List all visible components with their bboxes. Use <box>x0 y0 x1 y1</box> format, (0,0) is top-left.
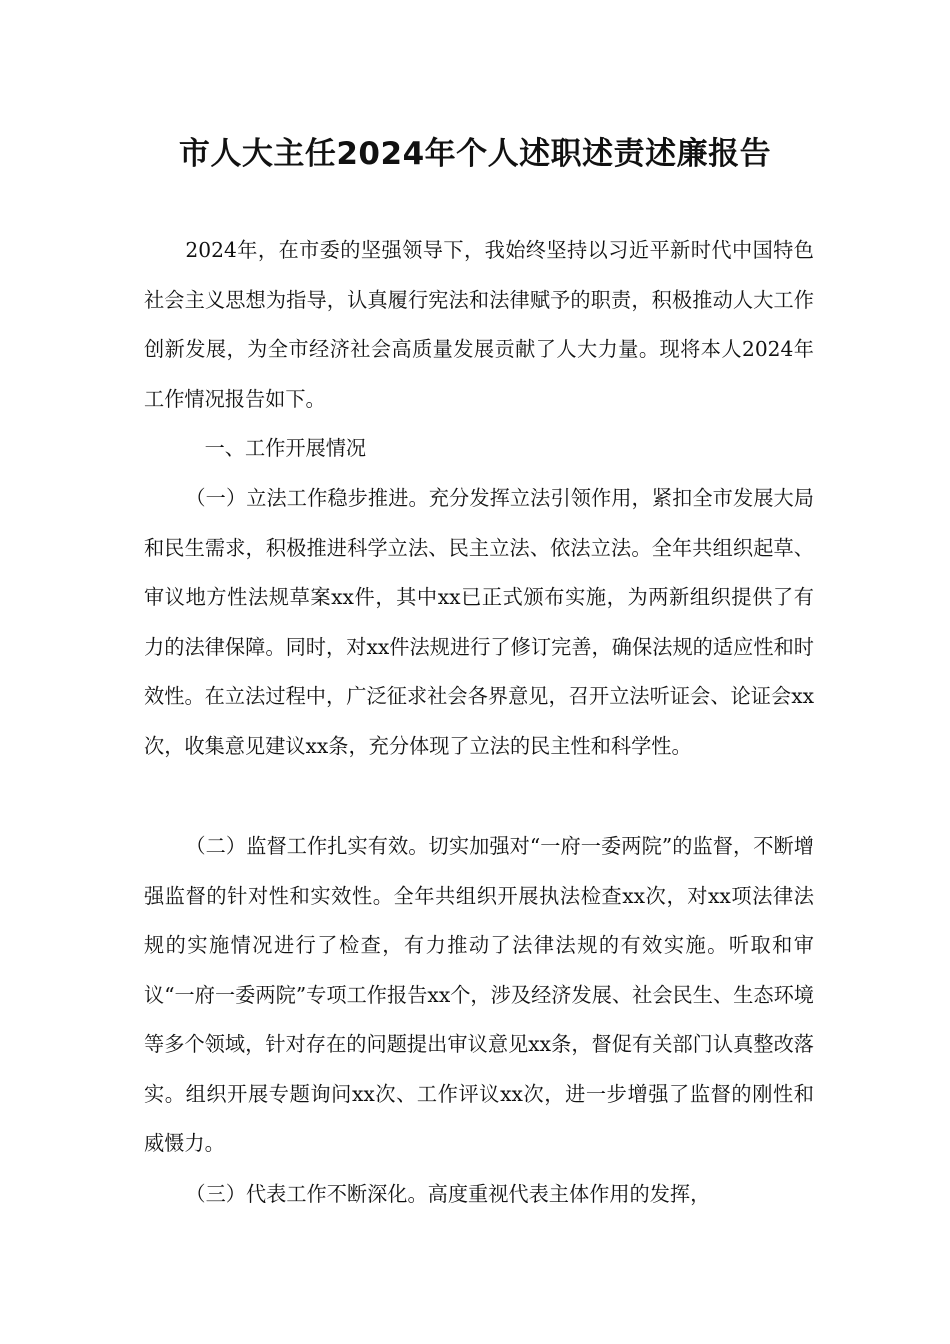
paragraph-deputies: （三）代表工作不断深化。高度重视代表主体作用的发挥， <box>185 1182 711 1206</box>
paragraph-supervision: （二）监督工作扎实有效。切实加强对“一府一委两院”的监督，不断增强监督的针对性和实效性。全年共组织开展执法检查xx次，对xx项法律法规的实施情况进行了检查，有力推动了法律法规的有效实施。听取和审议“一府一委两院”专项工作报告xx个，涉及经济发展、社会民生、生态环境等多个领域，针对存在的问题提出审议意见xx条，督促有关部门认真整改落实。组织开展专题询问xx次、工作评议xx次，进一步增强了监督的刚性和威慑力。 <box>144 834 814 1155</box>
paragraph-legislation: （一）立法工作稳步推进。充分发挥立法引领作用，紧扣全市发展大局和民生需求，积极推进科学立法、民主立法、依法立法。全年共组织起草、审议地方性法规草案xx件，其中xx已正式颁布实施，为两新组织提供了有力的法律保障。同时，对xx件法规进行了修订完善，确保法规的适应性和时效性。在立法过程中，广泛征求社会各界意见，召开立法听证会、论证会xx次，收集意见建议xx条，充分体现了立法的民主性和科学性。 <box>144 486 814 758</box>
intro-paragraph: 2024年，在市委的坚强领导下，我始终坚持以习近平新时代中国特色社会主义思想为指导，认真履行宪法和法律赋予的职责，积极推动人大工作创新发展，为全市经济社会高质量发展贡献了人大力量。现将本人2024年工作情况报告如下。 <box>144 238 814 411</box>
section-heading-work-status: 一、工作开展情况 <box>204 436 367 460</box>
document-title: 市人大主任2024年个人述职述责述廉报告 <box>178 136 772 172</box>
